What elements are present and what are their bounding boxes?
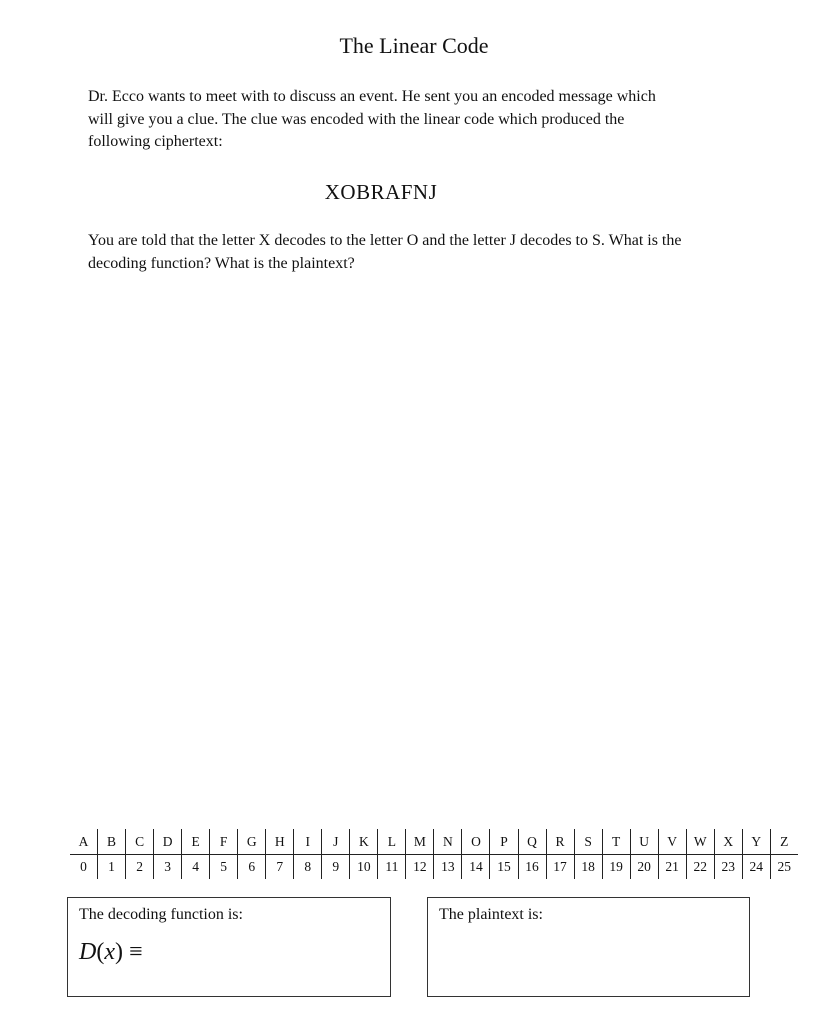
letter-cell: X — [714, 829, 742, 854]
number-cell: 25 — [770, 854, 798, 879]
letter-cell: Y — [742, 829, 770, 854]
number-cell: 18 — [574, 854, 602, 879]
number-cell: 17 — [546, 854, 574, 879]
number-cell: 20 — [630, 854, 658, 879]
letter-cell: E — [181, 829, 209, 854]
intro-line: Dr. Ecco wants to meet with to discuss an event. He sent you an encoded message which — [88, 88, 656, 105]
number-cell: 8 — [293, 854, 321, 879]
letter-cell: D — [153, 829, 181, 854]
number-cell: 2 — [125, 854, 153, 879]
number-cell: 1 — [97, 854, 125, 879]
letter-cell: Z — [770, 829, 798, 854]
letter-cell: R — [546, 829, 574, 854]
number-cell: 5 — [209, 854, 237, 879]
decoding-formula — [79, 939, 143, 966]
alphabet-number-table — [70, 829, 798, 880]
decoding-function-label: The decoding function is: — [79, 906, 243, 923]
letter-cell: G — [237, 829, 265, 854]
intro-line: following ciphertext: — [88, 133, 223, 150]
question-line: decoding function? What is the plaintext? — [88, 254, 355, 272]
number-cell: 19 — [602, 854, 630, 879]
number-cell: 22 — [686, 854, 714, 879]
intro-paragraph — [88, 86, 748, 154]
number-cell: 21 — [658, 854, 686, 879]
number-cell: 11 — [377, 854, 405, 879]
number-cell: 4 — [181, 854, 209, 879]
number-cell: 12 — [405, 854, 433, 879]
formula-prefix: D — [79, 939, 97, 965]
letters-row — [70, 829, 798, 855]
number-cell: 15 — [489, 854, 517, 879]
letter-cell: A — [78, 834, 89, 849]
letter-cell: I — [293, 829, 321, 854]
letter-cell: M — [405, 829, 433, 854]
letter-cell: Q — [518, 829, 546, 854]
number-cell: 10 — [349, 854, 377, 879]
number-cell: 24 — [742, 854, 770, 879]
formula-open-paren: ( — [96, 939, 105, 965]
formula-close-paren: ) — [115, 939, 123, 965]
formula-variable: x — [104, 939, 115, 965]
formula-equivalence-symbol: ≡ — [129, 939, 143, 965]
number-cell: 9 — [321, 854, 349, 879]
page-title: The Linear Code — [339, 33, 489, 58]
letter-cell: J — [321, 829, 349, 854]
numbers-row — [70, 854, 798, 879]
letter-cell: W — [686, 829, 714, 854]
letter-cell: L — [377, 829, 405, 854]
letter-cell: N — [433, 829, 461, 854]
letter-cell: H — [265, 829, 293, 854]
letter-cell: B — [97, 829, 125, 854]
number-cell: 14 — [461, 854, 489, 879]
letter-cell: T — [602, 829, 630, 854]
number-cell: 7 — [265, 854, 293, 879]
letter-cell: V — [658, 829, 686, 854]
plaintext-label: The plaintext is: — [439, 906, 543, 923]
letter-cell: C — [125, 829, 153, 854]
decoding-function-box[interactable] — [67, 897, 391, 997]
letter-cell: K — [349, 829, 377, 854]
question-paragraph — [88, 230, 748, 275]
number-cell: 3 — [153, 854, 181, 879]
number-cell: 16 — [518, 854, 546, 879]
ciphertext: XOBRAFNJ — [324, 180, 438, 204]
intro-line: will give you a clue. The clue was encoded with the linear code which produced the — [88, 110, 625, 128]
number-cell: 6 — [237, 854, 265, 879]
number-cell: 23 — [714, 854, 742, 879]
number-cell: 0 — [80, 859, 87, 874]
letter-cell: F — [209, 829, 237, 854]
letter-cell: S — [574, 829, 602, 854]
plaintext-box[interactable] — [427, 897, 750, 997]
number-cell: 13 — [433, 854, 461, 879]
letter-cell: P — [489, 829, 517, 854]
question-line: You are told that the letter X decodes to the letter O and the letter J decodes to S. What is the — [88, 232, 682, 249]
letter-cell: O — [461, 829, 489, 854]
letter-cell: U — [630, 829, 658, 854]
